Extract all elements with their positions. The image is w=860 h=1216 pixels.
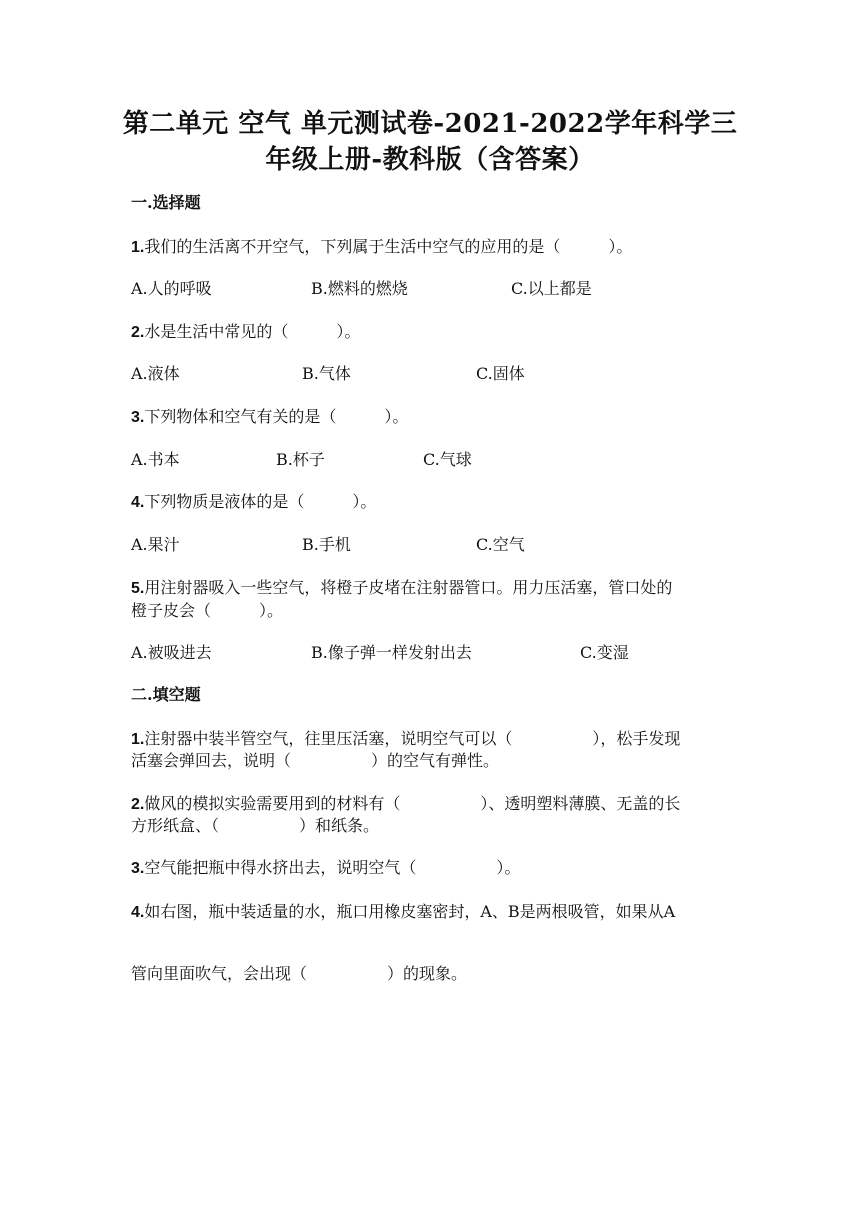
mc-question-5-options <box>131 642 751 664</box>
option-a: A.被吸进去 <box>131 643 212 662</box>
option-b: B.杯子 <box>276 450 325 469</box>
option-b: B.燃料的燃烧 <box>311 279 408 298</box>
mc-question-4 <box>131 491 376 514</box>
fill-question-1 <box>131 728 680 751</box>
mc-question-5-continued: 橙子皮会（ ）。 <box>131 601 284 620</box>
question-number: 2. <box>131 796 145 813</box>
option-b: B.手机 <box>302 535 351 554</box>
option-b: B.气体 <box>302 364 351 383</box>
option-c: C.以上都是 <box>511 279 592 298</box>
question-number: 4. <box>131 904 145 921</box>
mc-question-2-options <box>131 363 751 385</box>
option-c: C.空气 <box>476 535 525 554</box>
option-a: A.果汁 <box>131 535 180 554</box>
option-c: C.固体 <box>476 364 525 383</box>
question-text: 空气能把瓶中得水挤出去，说明空气（ ）。 <box>144 858 521 877</box>
question-number: 3. <box>131 860 145 877</box>
section-heading-fill-in-blank: 二.填空题 <box>131 685 201 704</box>
fill-question-4 <box>131 901 675 924</box>
mc-question-5 <box>131 577 672 600</box>
fill-question-4-continued: 管向里面吹气，会出现（ ）的现象。 <box>131 964 468 983</box>
mc-question-1-options <box>131 278 751 300</box>
question-number: 4. <box>131 494 145 511</box>
question-text: 做风的模拟实验需要用到的材料有（ ）、透明塑料薄膜、无盖的长 <box>144 794 681 813</box>
option-b: B.像子弹一样发射出去 <box>311 643 472 662</box>
mc-question-4-options <box>131 534 751 556</box>
mc-question-2 <box>131 321 360 344</box>
fill-question-1-continued: 活塞会弹回去，说明（ ）的空气有弹性。 <box>131 751 500 770</box>
question-text: 用注射器吸入一些空气，将橙子皮堵在注射器管口。用力压活塞，管口处的 <box>144 578 673 597</box>
page-title-line-1: 第二单元 空气 单元测试卷-2021-2022学年科学三 <box>122 109 738 139</box>
question-text: 如右图，瓶中装适量的水，瓶口用橡皮塞密封，A、B是两根吸管，如果从A <box>144 902 676 921</box>
question-text: 下列物质是液体的是（ ）。 <box>144 492 377 511</box>
question-text: 我们的生活离不开空气，下列属于生活中空气的应用的是（ ）。 <box>144 237 633 256</box>
mc-question-3-options <box>131 449 751 471</box>
page-title-line-2: 年级上册-教科版（含答案） <box>265 145 595 175</box>
option-a: A.人的呼吸 <box>131 279 212 298</box>
question-text: 下列物体和空气有关的是（ ）。 <box>144 407 409 426</box>
section-heading-multiple-choice: 一.选择题 <box>131 193 201 212</box>
option-a: A.液体 <box>131 364 180 383</box>
question-number: 2. <box>131 324 145 341</box>
question-number: 1. <box>131 239 145 256</box>
question-number: 1. <box>131 731 145 748</box>
fill-question-3 <box>131 857 520 880</box>
mc-question-1 <box>131 236 632 259</box>
option-a: A.书本 <box>131 450 180 469</box>
question-text: 水是生活中常见的（ ）。 <box>144 322 361 341</box>
question-number: 5. <box>131 580 145 597</box>
option-c: C.气球 <box>423 450 472 469</box>
fill-question-2 <box>131 793 680 816</box>
option-c: C.变湿 <box>580 643 629 662</box>
question-number: 3. <box>131 409 145 426</box>
question-text: 注射器中装半管空气，往里压活塞，说明空气可以（ ），松手发现 <box>144 729 681 748</box>
fill-question-2-continued: 方形纸盒、（ ）和纸条。 <box>131 816 380 835</box>
mc-question-3 <box>131 406 408 429</box>
